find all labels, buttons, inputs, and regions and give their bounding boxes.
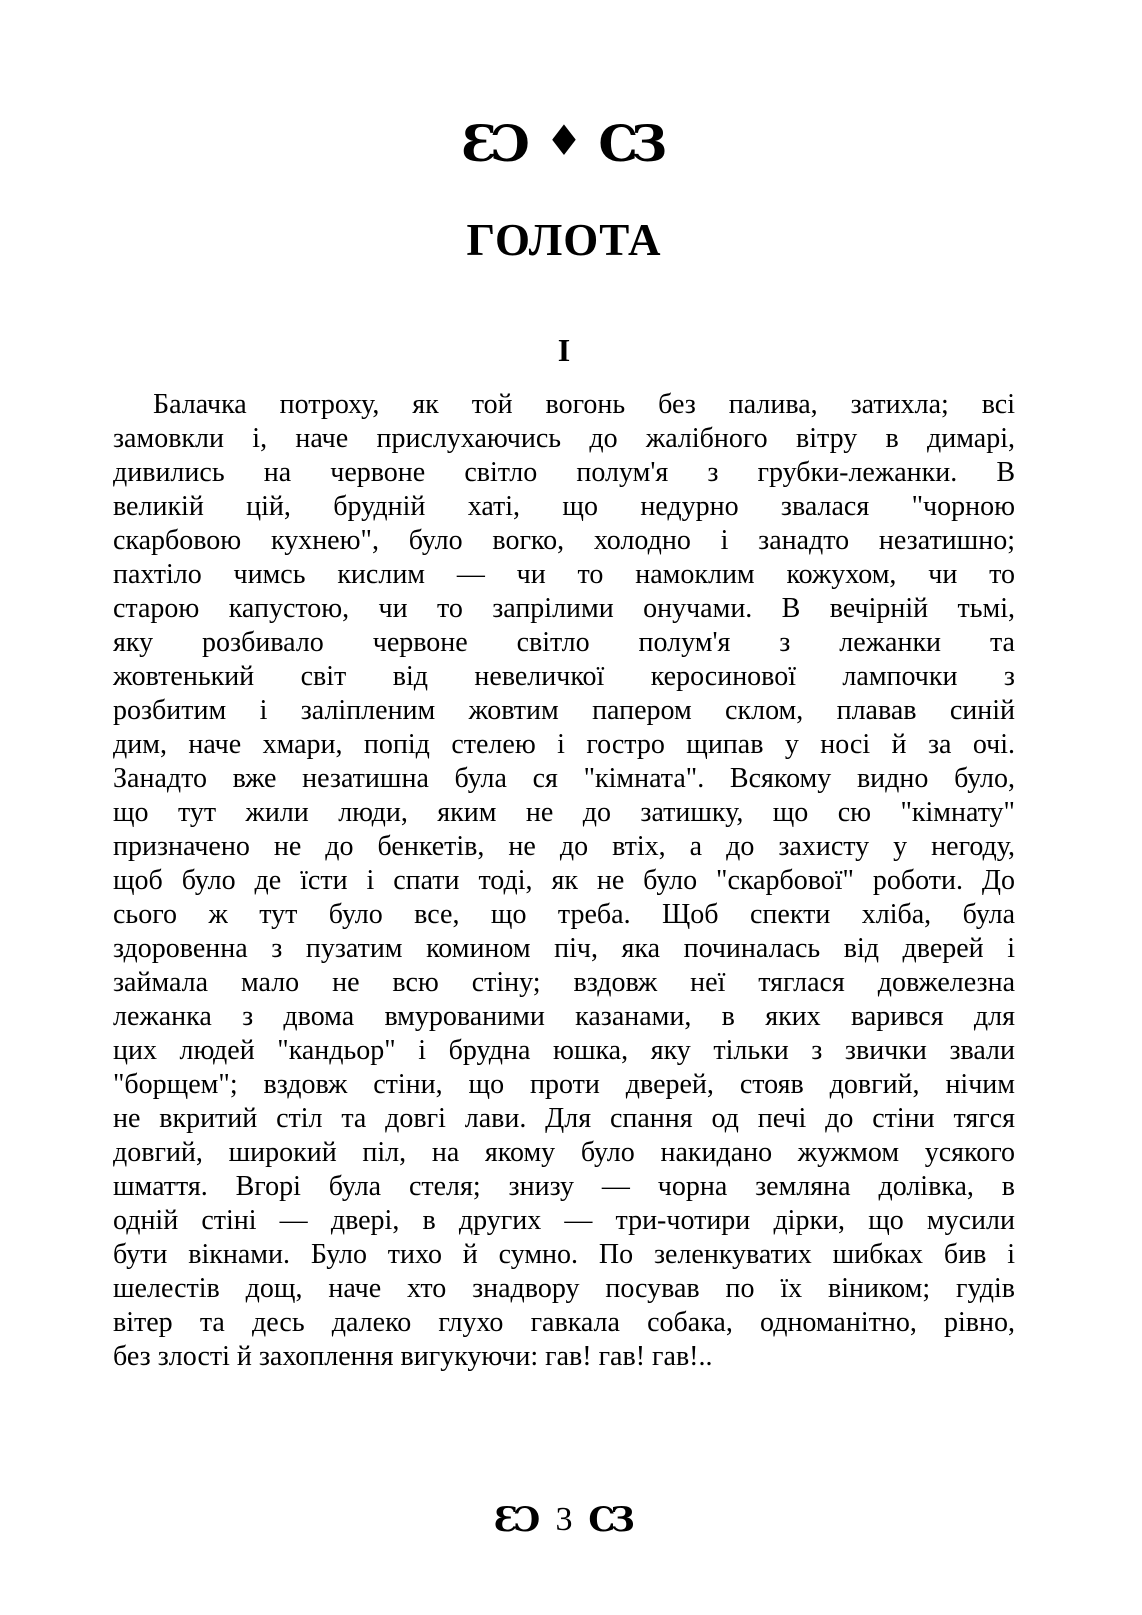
footer-fleuron-right-icon: ƐƆ [592, 1500, 635, 1541]
text-line: скарбовою кухнею", було вогко, холодно і занадто незатишно; [113, 525, 1015, 556]
text-line: Занадто вже незатишна була ся "кімната". Всякому видно було, [113, 763, 1015, 794]
text-line: бути вікнами. Було тихо й сумно. По зеленкуватих шибках бив і [113, 1239, 1015, 1270]
text-line: розбитим і заліпленим жовтим папером склом, плавав синій [113, 695, 1015, 726]
diamond-icon: ♦ [545, 116, 583, 166]
text-line: дим, наче хмари, попід стелею і гостро щипав у носі й за очі. [113, 729, 1015, 760]
story-title: ГОЛОТА [466, 215, 662, 265]
text-line: що тут жили люди, яким не до затишку, що сю "кімнату" [113, 797, 1015, 828]
text-line: дивились на червоне світло полум'я з грубки-лежанки. В [113, 457, 1015, 488]
text-line: замовкли і, наче прислухаючись до жалібного вітру в димарі, [113, 423, 1015, 454]
text-line: великій цій, брудній хаті, що недурно звалася "чорною [113, 491, 1015, 522]
text-line: цих людей "кандьор" і брудна юшка, яку тільки з звички звали [113, 1035, 1015, 1066]
text-line: сього ж тут було все, що треба. Щоб спекти хліба, була [113, 899, 1015, 930]
fleuron-right-icon: ƐƆ [604, 114, 667, 174]
text-line: жовтенький світ від невеличкої керосинової лампочки з [113, 661, 1015, 692]
text-line: пахтіло чимсь кислим — чи то намоклим кожухом, чи то [113, 559, 1015, 590]
text-line: займала мало не всю стіну; вздовж неї тяглася довжелезна [113, 967, 1015, 998]
page-footer [113, 1500, 1015, 1540]
chapter-number: I [557, 332, 571, 368]
text-line: старою капустою, чи то запрілими онучами. В вечірній тьмі, [113, 593, 1015, 624]
body-text [113, 388, 1015, 1374]
page-number: 3 [555, 1501, 573, 1539]
text-line: шмаття. Вгорі була стеля; знизу — чорна земляна долівка, в [113, 1171, 1015, 1202]
text-line: яку розбивало червоне світло полум'я з лежанки та [113, 627, 1015, 658]
text-line: призначено не до бенкетів, не до втіх, а до захисту у негоду, [113, 831, 1015, 862]
fleuron-left-icon: ƐƆ [461, 114, 524, 174]
text-line: вітер та десь далеко глухо гавкала собака, одноманітно, рівно, [113, 1307, 1015, 1338]
text-line: не вкритий стіл та довгі лави. Для спання од печі до стіни тягся [113, 1103, 1015, 1134]
footer-fleuron-left-icon: ƐƆ [493, 1500, 536, 1541]
header-ornament [113, 0, 1015, 172]
text-line: шелестів дощ, наче хто знадвору посував по їх віником; гудів [113, 1273, 1015, 1304]
text-line: "борщем"; вздовж стіни, що проти дверей, стояв довгий, нічим [113, 1069, 1015, 1100]
text-line: щоб було де їсти і спати тоді, як не було "скарбової" роботи. До [113, 865, 1015, 896]
text-line: здоровенна з пузатим комином піч, яка починалась від дверей і [113, 933, 1015, 964]
text-line: без злості й захоплення вигукуючи: гав! гав! гав!.. [113, 1341, 713, 1372]
text-line: одній стіні — двері, в других — три-чотири дірки, що мусили [113, 1205, 1015, 1236]
text-line: лежанка з двома вмурованими казанами, в яких варився для [113, 1001, 1015, 1032]
page-content [113, 0, 1015, 1540]
text-line: Балачка потроху, як той вогонь без палива, затихла; всі [153, 389, 1015, 420]
text-line: довгий, широкий піл, на якому було накидано жужмом усякого [113, 1137, 1015, 1168]
